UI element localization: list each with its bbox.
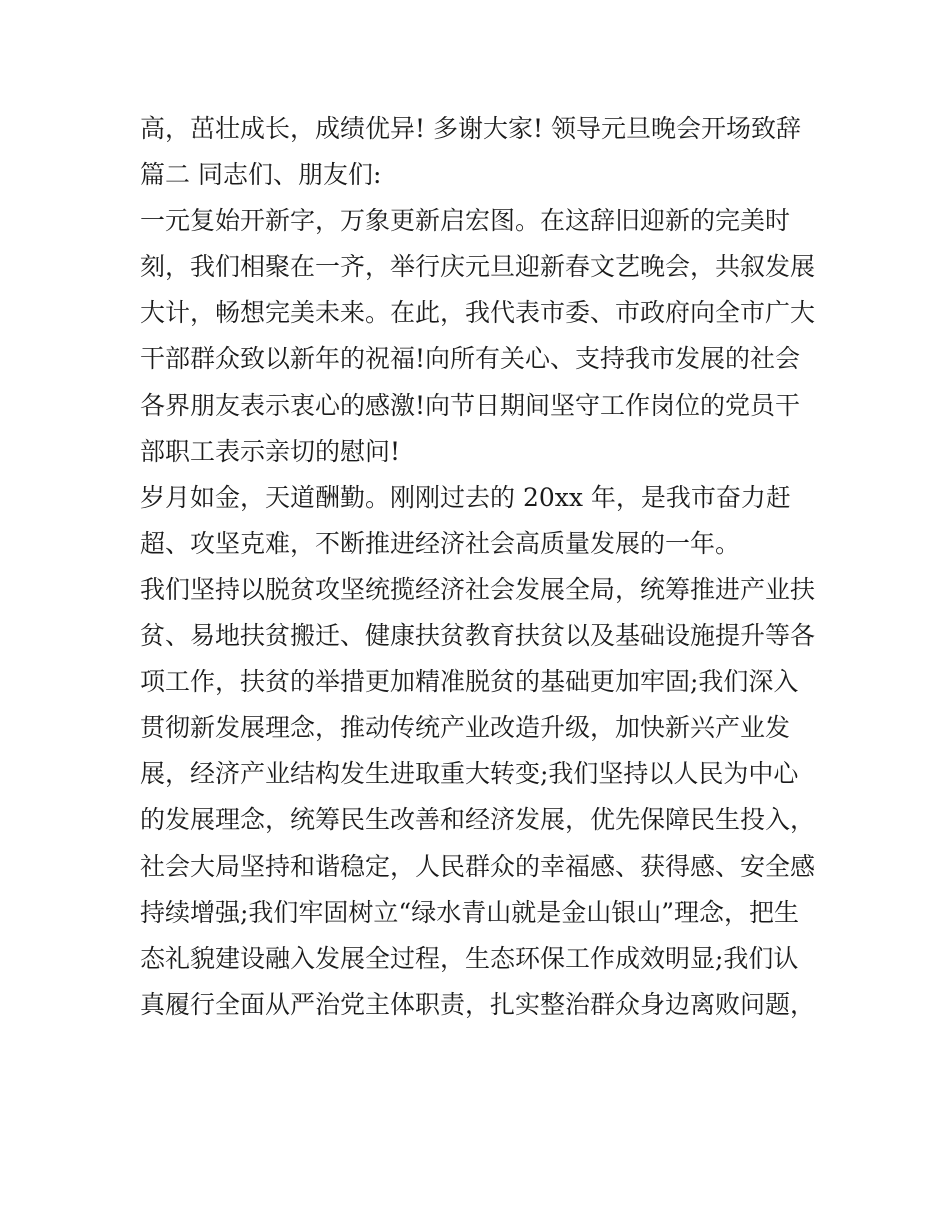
- text-line: 贫、易地扶贫搬迁、健康扶贫教育扶贫以及基础设施提升等各: [140, 621, 816, 651]
- text-line: 我们坚持以脱贫攻坚统揽经济社会发展全局，统筹推进产业扶: [140, 574, 816, 604]
- text-line: 干部群众致以新年的祝福!向所有关心、支持我市发展的社会: [140, 344, 801, 374]
- text-line: 高，茁壮成长，成绩优异! 多谢大家! 领导元旦晚会开场致辞: [140, 114, 801, 143]
- text-line: 社会大局坚持和谐稳定，人民群众的幸福感、获得感、安全感: [140, 851, 816, 881]
- text-line: 篇二 同志们、朋友们:: [140, 160, 382, 190]
- text-line: 项工作，扶贫的举措更加精准脱贫的基础更加牢固;我们深入: [140, 667, 799, 697]
- text-line: 大计，畅想完美未来。在此，我代表市委、市政府向全市广大: [140, 298, 816, 328]
- document-body: [140, 106, 830, 1028]
- text-line: 的发展理念，统筹民生改善和经济发展，优先保障民生投入，: [140, 805, 816, 835]
- text-line: 部职工表示亲切的慰问!: [140, 436, 401, 466]
- text-line: 态礼貌建设融入发展全过程，生态环保工作成效明显;我们认: [140, 943, 799, 973]
- text-line: 持续增强;我们牢固树立“绿水青山就是金山银山”理念，把生: [140, 897, 799, 927]
- text-line: 超、攻坚克难，不断推进经济社会高质量发展的一年。: [140, 528, 741, 558]
- text-line: 刻，我们相聚在一齐，举行庆元旦迎新春文艺晚会，共叙发展: [140, 252, 816, 282]
- text-line: 岁月如金，天道酬勤。刚刚过去的 20xx 年，是我市奋力赶: [140, 482, 791, 512]
- text-line: 展，经济产业结构发生进取重大转变;我们坚持以人民为中心: [140, 759, 799, 789]
- text-line: 真履行全面从严治党主体职责，扎实整治群众身边离败问题，: [140, 989, 816, 1019]
- text-line: 贯彻新发展理念，推动传统产业改造升级，加快新兴产业发: [140, 713, 791, 743]
- text-line: 各界朋友表示衷心的感激!向节日期间坚守工作岗位的党员干: [140, 390, 801, 420]
- text-line: 一元复始开新字，万象更新启宏图。在这辞旧迎新的完美时: [140, 206, 791, 236]
